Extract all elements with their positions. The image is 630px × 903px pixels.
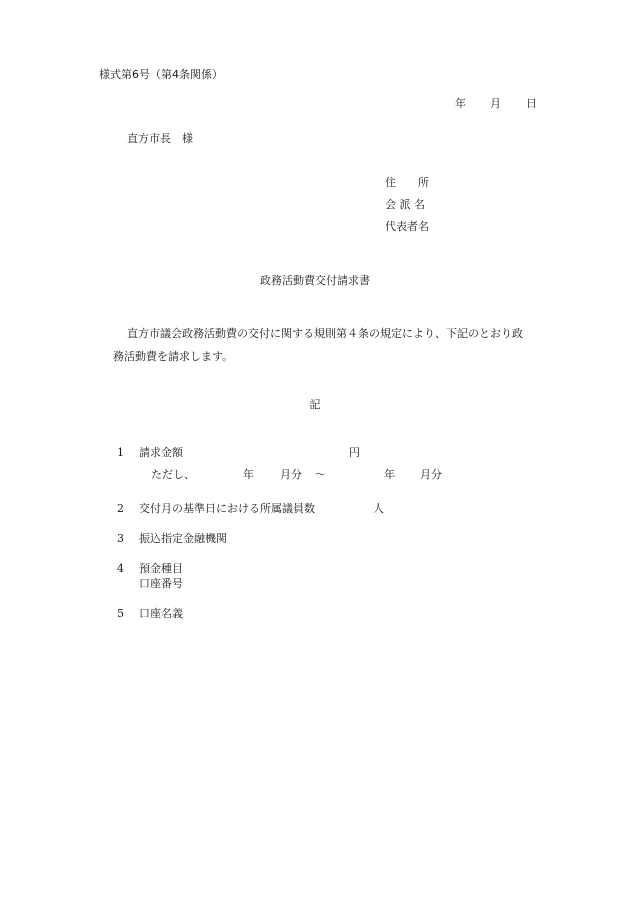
form-code: 様式第6号（第4条関係） — [99, 68, 223, 81]
document-title: 政務活動費交付請求書 — [260, 274, 370, 287]
item-4-number: 4 — [117, 562, 124, 575]
period-start-month: 月分 — [280, 468, 302, 481]
ki-heading: 記 — [309, 398, 321, 411]
period-end-year: 年 — [384, 468, 395, 481]
representative-label: 代表者名 — [385, 220, 429, 233]
item-3-number: 3 — [117, 532, 124, 545]
item-4-label: 預金種目 — [139, 562, 183, 575]
date-month: 月 — [490, 97, 501, 110]
body-text-line-2: 務活動費を請求します。 — [113, 350, 234, 363]
item-1-label: 請求金額 — [139, 446, 183, 459]
item-1-unit: 円 — [349, 446, 360, 459]
address-label: 住 所 — [385, 176, 429, 189]
period-tilde: ～ — [315, 468, 326, 481]
item-4-sub-label: 口座番号 — [139, 577, 183, 590]
period-prefix: ただし、 — [151, 468, 195, 481]
item-1-number: 1 — [117, 446, 124, 459]
faction-label: 会 派 名 — [385, 198, 425, 211]
item-5-number: 5 — [117, 607, 124, 620]
item-2-unit: 人 — [373, 502, 384, 515]
item-2-number: 2 — [117, 502, 124, 515]
body-text-line-1: 直方市議会政務活動費の交付に関する規則第４条の規定により、下記のとおり政 — [127, 327, 523, 340]
period-end-month: 月分 — [420, 468, 442, 481]
date-year: 年 — [455, 97, 466, 110]
item-2-label: 交付月の基準日における所属議員数 — [139, 502, 315, 515]
period-start-year: 年 — [243, 468, 254, 481]
item-5-label: 口座名義 — [139, 607, 183, 620]
date-day: 日 — [526, 97, 537, 110]
addressee: 直方市長 様 — [127, 132, 193, 145]
item-3-label: 振込指定金融機関 — [139, 532, 227, 545]
